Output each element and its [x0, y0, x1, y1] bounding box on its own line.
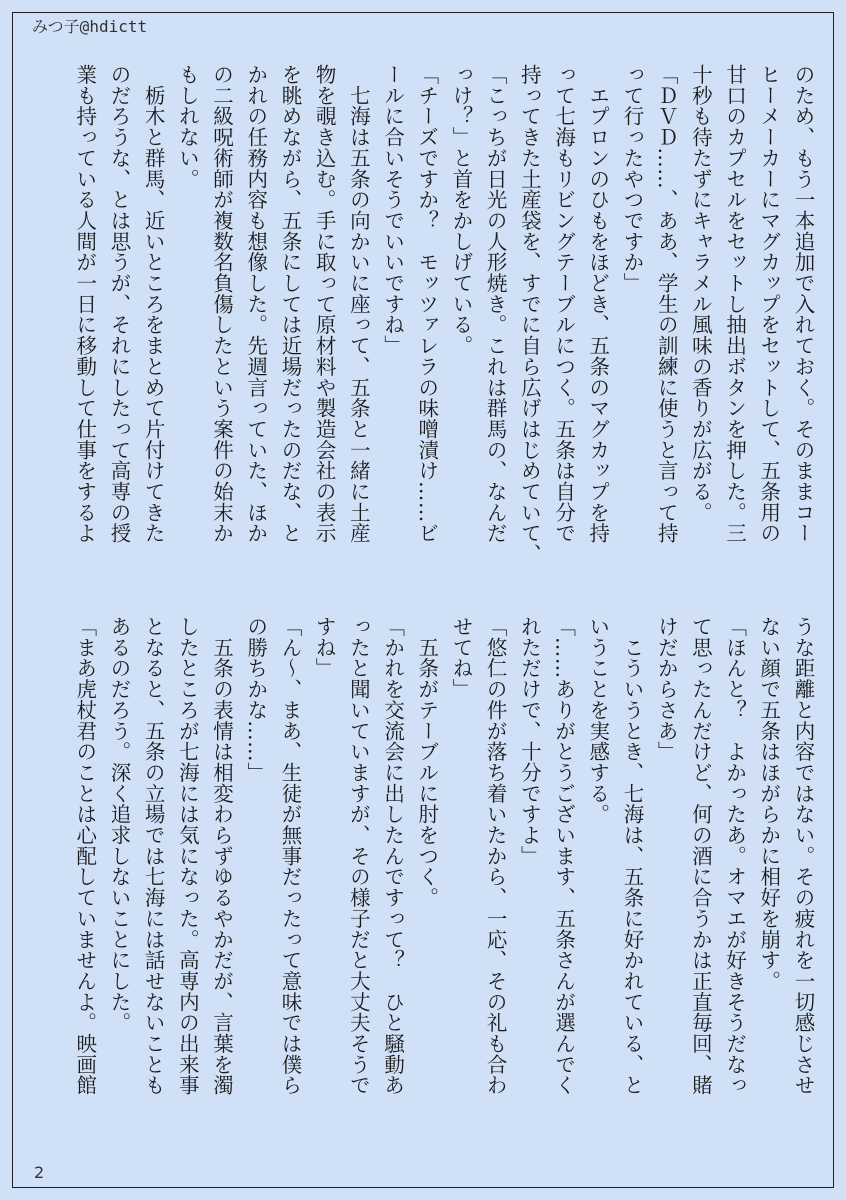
text-line: て思ったんだけど、何の酒に合うかは正直毎回、賭 [688, 616, 713, 1096]
text-line: 五条の表情は相変わらずゆるやかだが、言葉を濁 [209, 616, 234, 1096]
text-line: 物を覗き込む。手に取って原材料や製造会社の表示 [312, 64, 337, 544]
text-line: 「チーズですか？ モッツァレラの味噌漬け……ビ [414, 64, 439, 544]
text-line: 「ほんと？ よかったあ。オマエが好きそうだなっ [722, 616, 747, 1096]
text-line: いうことを実感する。 [585, 616, 610, 825]
text-line: 「悠仁の件が落ち着いたから、一応、その礼も合わ [483, 616, 508, 1096]
text-line: って七海もリビングテーブルにつく。五条は自分で [551, 64, 576, 544]
author-handle: みつ子@hdictt [32, 17, 148, 36]
text-line: 五条がテーブルに肘をつく。 [414, 616, 439, 908]
text-line: れただけで、十分ですよ」 [517, 616, 542, 867]
text-line: こういうとき、七海は、五条に好かれている、と [619, 616, 644, 1096]
text-line: したところが七海には気になった。高専内の出来事 [175, 616, 200, 1096]
text-line: ールに合いそうでいいですね」 [380, 64, 405, 356]
text-line: のだろうな、とは思うが、それにしたって高専の授 [106, 64, 131, 544]
text-line: エプロンのひもをほどき、五条のマグカップを持 [585, 64, 610, 544]
text-block-bottom [20, 616, 820, 1140]
text-line: 業も持っている人間が一日に移動して仕事をするよ [72, 64, 97, 544]
text-line: ったと聞いていますが、その様子だと大丈夫そうで [346, 616, 371, 1096]
text-line: もしれない。 [175, 64, 200, 190]
text-line: の二級呪術師が複数名負傷したという案件の始末か [209, 64, 234, 544]
text-line: 栃木と群馬、近いところをまとめて片付けてきた [141, 64, 166, 544]
text-line: を眺めながら、五条にしては近場だったのだな、と [277, 64, 302, 544]
text-line: 「ん～、まあ、生徒が無事だったって意味では僕ら [277, 616, 302, 1096]
text-line: の勝ちかな……」 [243, 616, 268, 783]
text-line: あるのだろう。深く追求しないことにした。 [106, 616, 131, 1033]
text-line: ない顔で五条はほがらかに相好を崩す。 [756, 616, 781, 992]
text-line: かれの任務内容も想像した。先週言っていた、ほか [243, 64, 268, 544]
text-line: のため、もう一本追加で入れておく。そのままコー [791, 64, 815, 544]
text-line: 七海は五条の向かいに座って、五条と一緒に土産 [346, 64, 371, 544]
text-line: 持ってきた土産袋を、すでに自ら広げはじめていて、 [517, 64, 542, 565]
text-line: 「ＤＶＤ……、ああ、学生の訓練に使うと言って持 [654, 64, 679, 544]
text-line: ヒーメーカーにマグカップをセットして、五条用の [756, 64, 781, 544]
text-line: せてね」 [448, 616, 473, 700]
text-line: 「かれを交流会に出したんですって？ ひと騒動あ [380, 616, 405, 1096]
text-block-top [20, 64, 820, 584]
text-line: となると、五条の立場では七海には話せないことも [141, 616, 166, 1096]
text-line: 十秒も待たずにキャラメル風味の香りが広がる。 [688, 64, 713, 523]
text-line: 「まあ虎杖君のことは心配していませんよ。映画館 [72, 616, 97, 1096]
text-line: けだからさあ」 [654, 616, 679, 762]
text-line: うな距離と内容ではない。その疲れを一切感じさせ [791, 616, 815, 1096]
page-number: 2 [34, 1163, 45, 1182]
text-line: っけ？」と首をかしげている。 [448, 64, 473, 356]
text-line: すね」 [312, 616, 337, 679]
text-line: 「……ありがとうございます、五条さんが選んでく [551, 616, 576, 1096]
text-line: 甘口のカプセルをセットし抽出ボタンを押した。三 [722, 64, 747, 544]
text-line: って行ったやつですか」 [619, 64, 644, 294]
text-line: 「こっちが日光の人形焼き。これは群馬の、なんだ [483, 64, 508, 544]
